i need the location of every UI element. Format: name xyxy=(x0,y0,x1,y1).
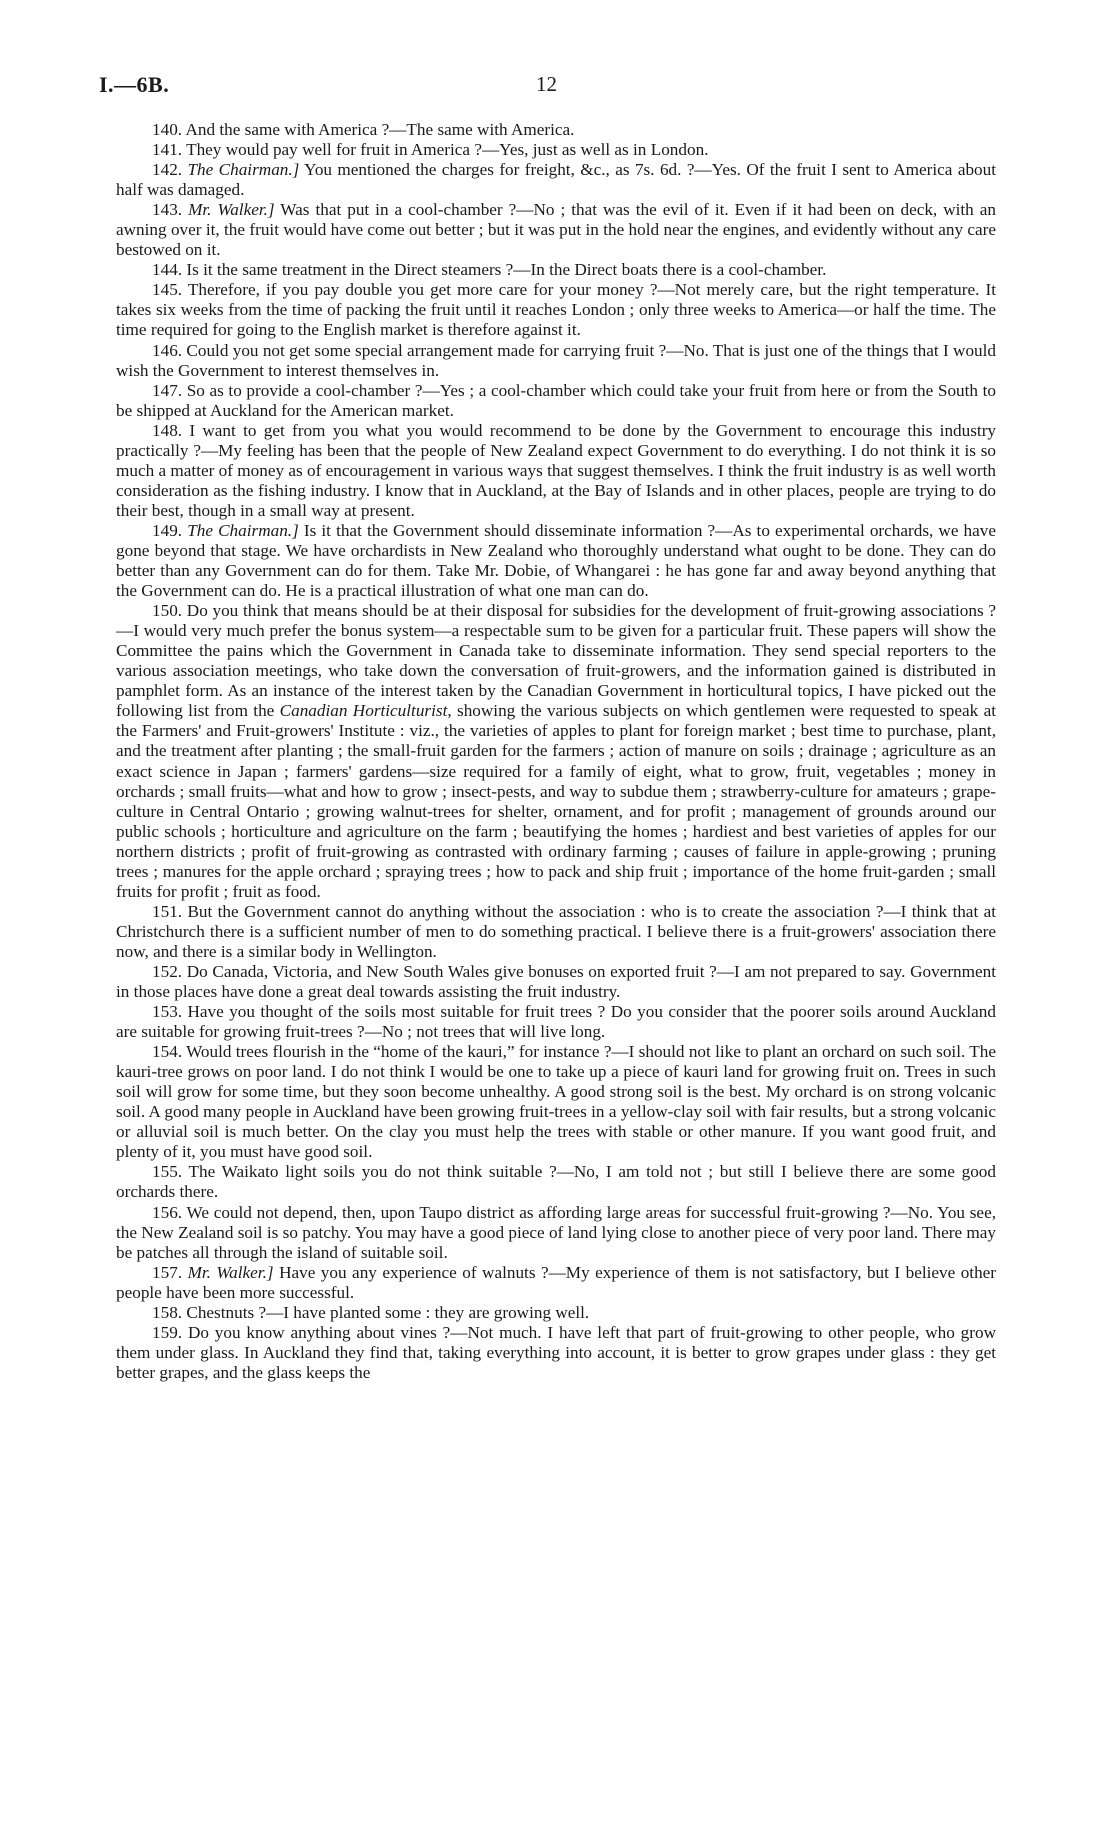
paragraph-154: 154. Would trees flourish in the “home of the kauri,” for instance ?—I should not like to plant an orchard on such soil. The kauri-tree grows on poor land. I do not think I would be one to take up a piece of kauri land for growing fruit on. Trees in such soil will grow for some time, but they soon become unhealthy. A good strong soil is the best. My orchard is on strong volcanic soil. A good many people in Auckland have been growing fruit-trees in a yellow-clay soil with fair results, but a strong volcanic or alluvial soil is much better. On the clay you must help the trees with stable or other manure. If you want good fruit, and plenty of it, you must have good soil. xyxy=(116,1042,996,1162)
paragraph-145: 145. Therefore, if you pay double you get more care for your money ?—Not merely care, but the right temperature. It takes six weeks from the time of packing the fruit until it reaches London ; only three weeks to America—or half the time. The time required for going to the English market is therefore against it. xyxy=(116,280,996,340)
paragraph-142: 142. The Chairman.] You mentioned the charges for freight, &c., as 7s. 6d. ?—Yes. Of the fruit I sent to America about half was damaged. xyxy=(116,160,997,200)
paragraph-149: 149. The Chairman.] Is it that the Government should disseminate information ?—As to experimental orchards, we have gone beyond that stage. We have orchardists in New Zealand who thoroughly understand what ought to be done. They can do better than any Government can do for them. Take Mr. Dobie, of Whangarei : he has gone far and away beyond anything that the Government can do. He is a practical illustration of what one man can do. xyxy=(116,520,997,601)
paragraph-159: 159. Do you know anything about vines ?—Not much. I have left that part of fruit-growing to other people, who grow them under glass. In Auckland they find that, taking everything into account, it is better to grow grapes under glass : they get better grapes, and the glass keeps the xyxy=(116,1322,997,1382)
paragraph-140: 140. And the same with America ?—The same with America. xyxy=(152,120,575,139)
speaker-label: Mr. Walker.] xyxy=(187,1262,274,1282)
page-number: 12 xyxy=(536,72,557,96)
paragraph-157: 157. Mr. Walker.] Have you any experience of walnuts ?—My experience of them is not satisfactory, but I believe other people have been more successful. xyxy=(116,1262,997,1302)
speaker-label: The Chairman.] xyxy=(187,520,299,540)
paragraph-143: 143. Mr. Walker.] Was that put in a cool-chamber ?—No ; that was the evil of it. Even if it had been on deck, with an awning over it, the fruit would have come out better ; but it was put in the hold near the engines, and evidently without any care bestowed on it. xyxy=(116,200,996,260)
paragraph-147: 147. So as to provide a cool-chamber ?—Yes ; a cool-chamber which could take your fruit from here or from the South to be shipped at Auckland for the American market. xyxy=(116,380,997,420)
paragraph-156: 156. We could not depend, then, upon Taupo district as affording large areas for successful fruit-growing ?—No. You see, the New Zealand soil is so patchy. You may have a good piece of land lying close to another piece of very poor land. There may be patches all through the island of suitable soil. xyxy=(116,1202,996,1262)
speaker-label: Mr. Walker.] xyxy=(188,200,275,220)
paragraph-141: 141. They would pay well for fruit in America ?—Yes, just as well as in London. xyxy=(152,140,709,160)
paragraph-148: 148. I want to get from you what you would recommend to be done by the Government to encourage this industry practically ?—My feeling has been that the people of New Zealand expect Government to do everything. I do not think it is so much a matter of money as of encouragement in various ways that suggest themselves. I think the fruit industry is as well worth consideration as the fishing industry. I know that in Auckland, at the Bay of Islands and in other places, people are trying to do their best, though in a small way at present. xyxy=(116,420,997,520)
publication-title: Canadian Horticulturist xyxy=(279,701,448,721)
paragraph-151: 151. But the Government cannot do anything without the association : who is to create the association ?—I think that at Christchurch there is a sufficient number of men to do something practical. I believe there is a fruit-growers' association there now, and there is a similar body in Wellington. xyxy=(116,901,996,961)
document-reference: I.—6B. xyxy=(99,72,170,97)
paragraph-144: 144. Is it the same treatment in the Direct steamers ?—In the Direct boats there is a cool-chamber. xyxy=(152,260,827,280)
paragraph-155: 155. The Waikato light soils you do not think suitable ?—No, I am told not ; but still I believe there are some good orchards there. xyxy=(116,1162,996,1202)
paragraph-146: 146. Could you not get some special arrangement made for carrying fruit ?—No. That is just one of the things that I would wish the Government to interest themselves in. xyxy=(116,340,997,380)
paragraph-153: 153. Have you thought of the soils most suitable for fruit trees ? Do you consider that the poorer soils around Auckland are suitable for growing fruit-trees ?—No ; not trees that will live long. xyxy=(116,1002,996,1042)
paragraph-158: 158. Chestnuts ?—I have planted some : they are growing well. xyxy=(152,1302,590,1322)
evidence-body xyxy=(116,120,996,1383)
speaker-label: The Chairman.] xyxy=(187,160,300,180)
paragraph-152: 152. Do Canada, Victoria, and New South Wales give bonuses on exported fruit ?—I am not prepared to say. Government in those places have done a great deal towards assisting the fruit industry. xyxy=(116,961,996,1002)
paragraph-150: 150. Do you think that means should be at their disposal for subsidies for the development of fruit-growing associations ?—I would very much prefer the bonus system—a respectable sum to be given for a particular fruit. These papers will show the Committee the pains which the Government in Canada take to disseminate information. They send special reporters to the various association meetings, who take down the conversation of fruit-growers, and the information gained is distributed in pamphlet form. As an instance of the interest taken by the Canadian Government in horticultural topics, I have picked out the following list from the Canadian Horticulturist, showing the various subjects on which gentlemen were requested to speak at the Farmers' and Fruit-growers' Institute : viz., the varieties of apples to plant for foreign market ; best time to purchase, plant, and the treatment after planting ; the small-fruit garden for the farmers ; action of manure on soils ; drainage ; agriculture as an exact science in Japan ; farmers' gardens—size required for a family of eight, what to grow, fruit, vegetables ; money in orchards ; small fruits—what and how to grow ; insect-pests, and way to subdue them ; strawberry-culture for amateurs ; grape-culture in Central Ontario ; growing walnut-trees for shelter, ornament, and for profit ; management of grounds around our public schools ; horticulture and agriculture on the farm ; beautifying the homes ; hardiest and best varieties of apples for our northern districts ; profit of fruit-growing as contrasted with ordinary farming ; causes of failure in apple-growing ; pruning trees ; manures for the apple orchard ; spraying trees ; how to pack and ship fruit ; importance of the home fruit-garden ; small fruits for profit ; fruit as food. xyxy=(116,601,996,901)
